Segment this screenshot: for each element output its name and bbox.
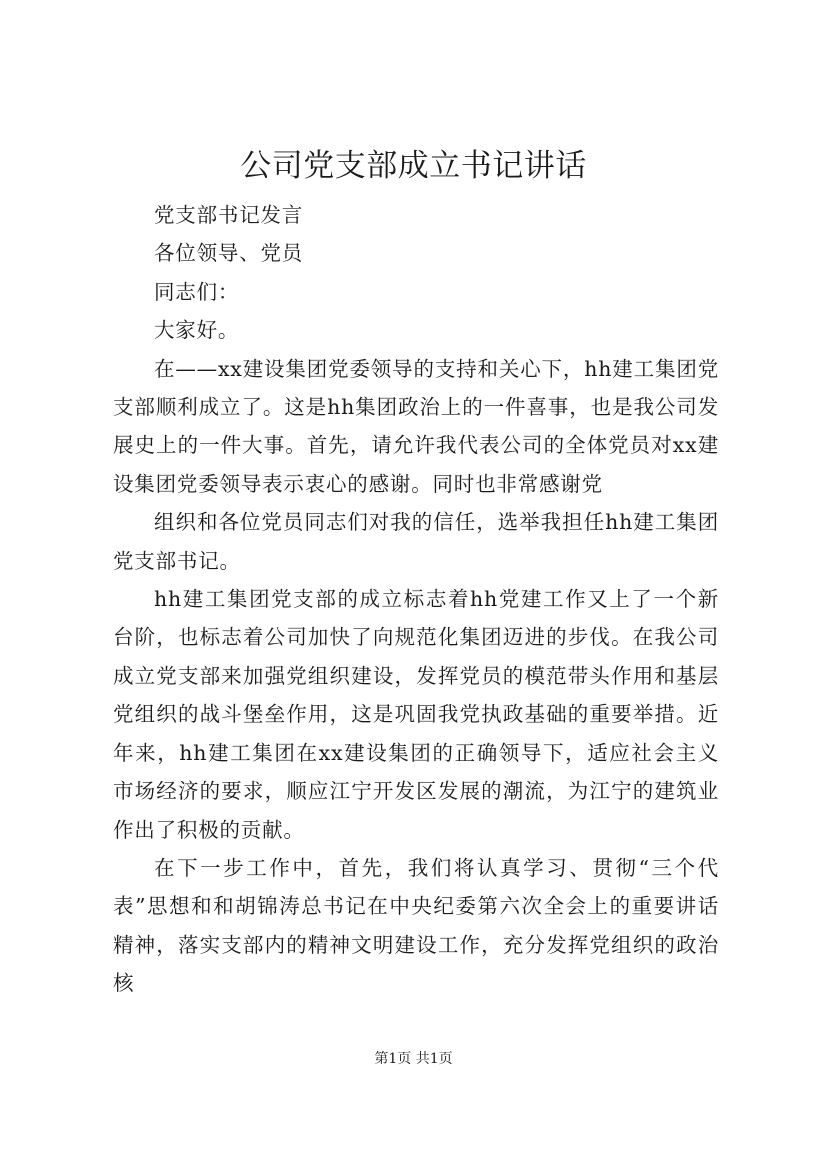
document-body — [113, 196, 719, 1003]
paragraph-greeting: 大家好。 — [154, 318, 240, 343]
document-title: 公司党支部成立书记讲话 — [240, 148, 587, 184]
paragraph-body: 组织和各位党员同志们对我的信任，选举我担任hh建工集团党支部书记。 — [113, 510, 719, 573]
paragraph-body: 在——xx建设集团党委领导的支持和关心下，hh建工集团党支部顺利成立了。这是hh集团政治上的一件喜事，也是我公司发展史上的一件大事。首先，请允许我代表公司的全体党员对xx建设集团党委领导表示衷心的感谢。同时也非常感谢党 — [113, 356, 719, 496]
paragraph-body: hh建工集团党支部的成立标志着hh党建工作又上了一个新台阶，也标志着公司加快了向规范化集团迈进的步伐。在我公司成立党支部来加强党组织建设，发挥党员的模范带头作用和基层党组织的战斗堡垒作用，这是巩固我党执政基础的重要举措。近年来，hh建工集团在xx建设集团的正确领导下，适应社会主义市场经济的要求，顺应江宁开发区发展的潮流，为江宁的建筑业作出了积极的贡献。 — [113, 587, 719, 842]
paragraph-salutation-comrades: 同志们： — [154, 279, 240, 304]
paragraph-speaker-heading: 党支部书记发言 — [154, 203, 304, 227]
paragraph-salutation-leaders: 各位领导、党员 — [154, 241, 304, 266]
paragraph-body: 在下一步工作中，首先，我们将认真学习、贯彻“三个代表”思想和和胡锦涛总书记在中央纪委第六次全会上的重要讲话精神，落实支部内的精神文明建设工作，充分发挥党组织的政治核 — [113, 855, 719, 996]
page-footer: 第1页 共1页 — [374, 1051, 453, 1067]
